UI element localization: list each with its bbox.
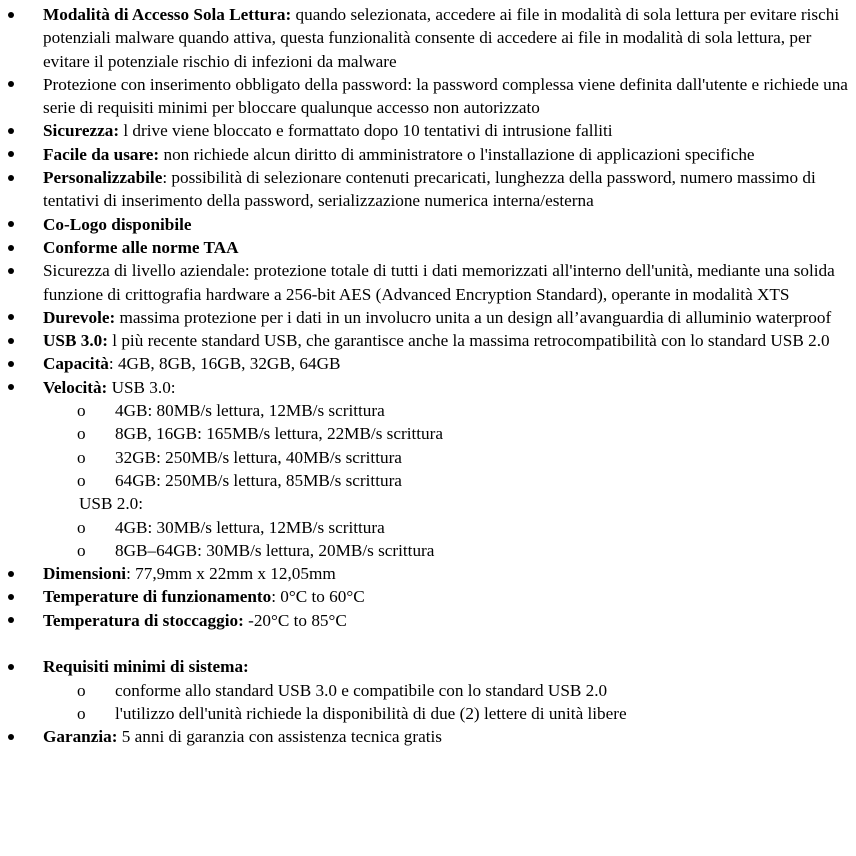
bullet-icon <box>5 213 17 236</box>
item-label: Sicurezza: <box>43 121 120 141</box>
item-text: Sicurezza di livello aziendale: protezione totale di tutti i dati memorizzati all'interno dell'unità, mediante una solida funzione di crittografia hardware a 256-bit AES (Advanced Encryption Standard), operante in modalità XTS <box>43 261 835 304</box>
spacer <box>0 632 856 655</box>
item-label: Conforme alle norme TAA <box>43 237 239 257</box>
list-item-easy-use <box>0 143 856 166</box>
bullet-icon <box>5 143 17 166</box>
item-text: USB 3.0: <box>107 377 176 397</box>
circle-bullet-icon: o <box>77 703 86 723</box>
bullet-icon <box>5 329 17 352</box>
item-label: Requisiti minimi di sistema: <box>43 657 249 677</box>
bullet-icon <box>5 352 17 375</box>
sublist-item <box>0 539 856 562</box>
list-item-password <box>0 73 856 120</box>
list-item-durable <box>0 306 856 329</box>
feature-list <box>0 3 856 749</box>
bullet-icon <box>5 306 17 329</box>
circle-bullet-icon: o <box>77 447 86 467</box>
list-item-taa <box>0 236 856 259</box>
item-label: Temperature di funzionamento <box>43 587 272 607</box>
bullet-icon <box>5 166 17 189</box>
list-item-co-logo <box>0 213 856 236</box>
circle-bullet-icon: o <box>77 401 86 421</box>
sub-text: 8GB–64GB: 30MB/s lettura, 20MB/s scrittura <box>115 540 435 560</box>
item-text: : 4GB, 8GB, 16GB, 32GB, 64GB <box>108 354 341 374</box>
item-text: Protezione con inserimento obbligato della password: la password complessa viene definita dall'utente e richiede una serie di requisiti minimi per bloccare qualunque accesso non autorizzato <box>43 74 848 118</box>
sub-text: 4GB: 30MB/s lettura, 12MB/s scrittura <box>115 517 385 537</box>
circle-bullet-icon: o <box>77 540 86 560</box>
sub-text: 32GB: 250MB/s lettura, 40MB/s scrittura <box>115 447 402 467</box>
sub-text: conforme allo standard USB 3.0 e compatibile con lo standard USB 2.0 <box>115 680 608 700</box>
item-text: l più recente standard USB, che garantisce anche la massima retrocompatibilità con lo standard USB 2.0 <box>107 331 830 351</box>
bullet-icon <box>5 119 17 142</box>
list-item-requirements <box>0 655 856 678</box>
bullet-icon <box>5 655 17 678</box>
item-text: l drive viene bloccato e formattato dopo 10 tentativi di intrusione falliti <box>119 121 613 141</box>
list-item-customizable <box>0 166 856 213</box>
list-item-enterprise-security <box>0 259 856 306</box>
bullet-icon <box>5 3 17 26</box>
sublist-item <box>0 679 856 702</box>
bullet-icon <box>5 236 17 259</box>
bullet-icon <box>5 376 17 399</box>
list-item-capacity <box>0 352 856 375</box>
item-label: Personalizzabile <box>43 168 163 188</box>
sublist-item <box>0 469 856 492</box>
item-label: Co-Logo disponibile <box>43 214 192 234</box>
sub-text: 4GB: 80MB/s lettura, 12MB/s scrittura <box>115 401 385 421</box>
list-item-dimensions <box>0 562 856 585</box>
item-text: non richiede alcun diritto di amministratore o l'installazione di applicazioni specifiche <box>159 144 755 164</box>
circle-bullet-icon: o <box>77 680 86 700</box>
bullet-icon <box>5 725 17 748</box>
item-text: : 0°C to 60°C <box>271 587 365 607</box>
list-item-usb3 <box>0 329 856 352</box>
item-label: Velocità: <box>43 377 108 397</box>
sublist-item <box>0 516 856 539</box>
item-text: quando selezionata, accedere ai file in modalità di sola lettura per evitare rischi potenziali malware quando attiva, questa funzionalità consente di accedere ai file in modalità di sola lettura, per evitare il potenziale rischio di infezioni da malware <box>43 5 840 71</box>
item-label: Durevole: <box>43 307 116 327</box>
usb2-heading: USB 2.0: <box>79 494 143 514</box>
item-label: Temperatura di stoccaggio: <box>43 610 244 630</box>
item-text: -20°C to 85°C <box>243 610 347 630</box>
item-text: : possibilità di selezionare contenuti precaricati, lunghezza della password, numero massimo di tentativi di inserimento della password, serializzazione numerica interna/esterna <box>43 168 816 211</box>
list-item-read-only <box>0 3 856 73</box>
list-item-operating-temp <box>0 585 856 608</box>
circle-bullet-icon: o <box>77 424 86 444</box>
list-item-speed <box>0 376 856 399</box>
list-item-storage-temp <box>0 609 856 632</box>
item-label: USB 3.0: <box>43 331 108 351</box>
item-label: Capacità <box>43 354 109 374</box>
circle-bullet-icon: o <box>77 517 86 537</box>
item-text: massima protezione per i dati in un involucro unita a un design all’avanguardia di alluminio waterproof <box>115 307 832 327</box>
bullet-icon <box>5 73 17 96</box>
sublist-item <box>0 446 856 469</box>
bullet-icon <box>5 259 17 282</box>
sub-text: 8GB, 16GB: 165MB/s lettura, 22MB/s scrittura <box>115 424 443 444</box>
sublist-item <box>0 702 856 725</box>
item-text: : 77,9mm x 22mm x 12,05mm <box>126 564 336 584</box>
bullet-icon <box>5 609 17 632</box>
list-item-security <box>0 119 856 142</box>
item-text: 5 anni di garanzia con assistenza tecnica gratis <box>117 727 442 747</box>
sub-text: 64GB: 250MB/s lettura, 85MB/s scrittura <box>115 470 402 490</box>
sub-text: l'utilizzo dell'unità richiede la disponibilità di due (2) lettere di unità libere <box>115 703 627 723</box>
list-item-warranty <box>0 725 856 748</box>
sublist-item <box>0 399 856 422</box>
item-label: Dimensioni <box>43 564 127 584</box>
item-label: Facile da usare: <box>43 144 160 164</box>
sublist-item <box>0 422 856 445</box>
bullet-icon <box>5 585 17 608</box>
item-label: Modalità di Accesso Sola Lettura: <box>43 5 292 24</box>
item-label: Garanzia: <box>43 727 118 747</box>
bullet-icon <box>5 562 17 585</box>
circle-bullet-icon: o <box>77 470 86 490</box>
